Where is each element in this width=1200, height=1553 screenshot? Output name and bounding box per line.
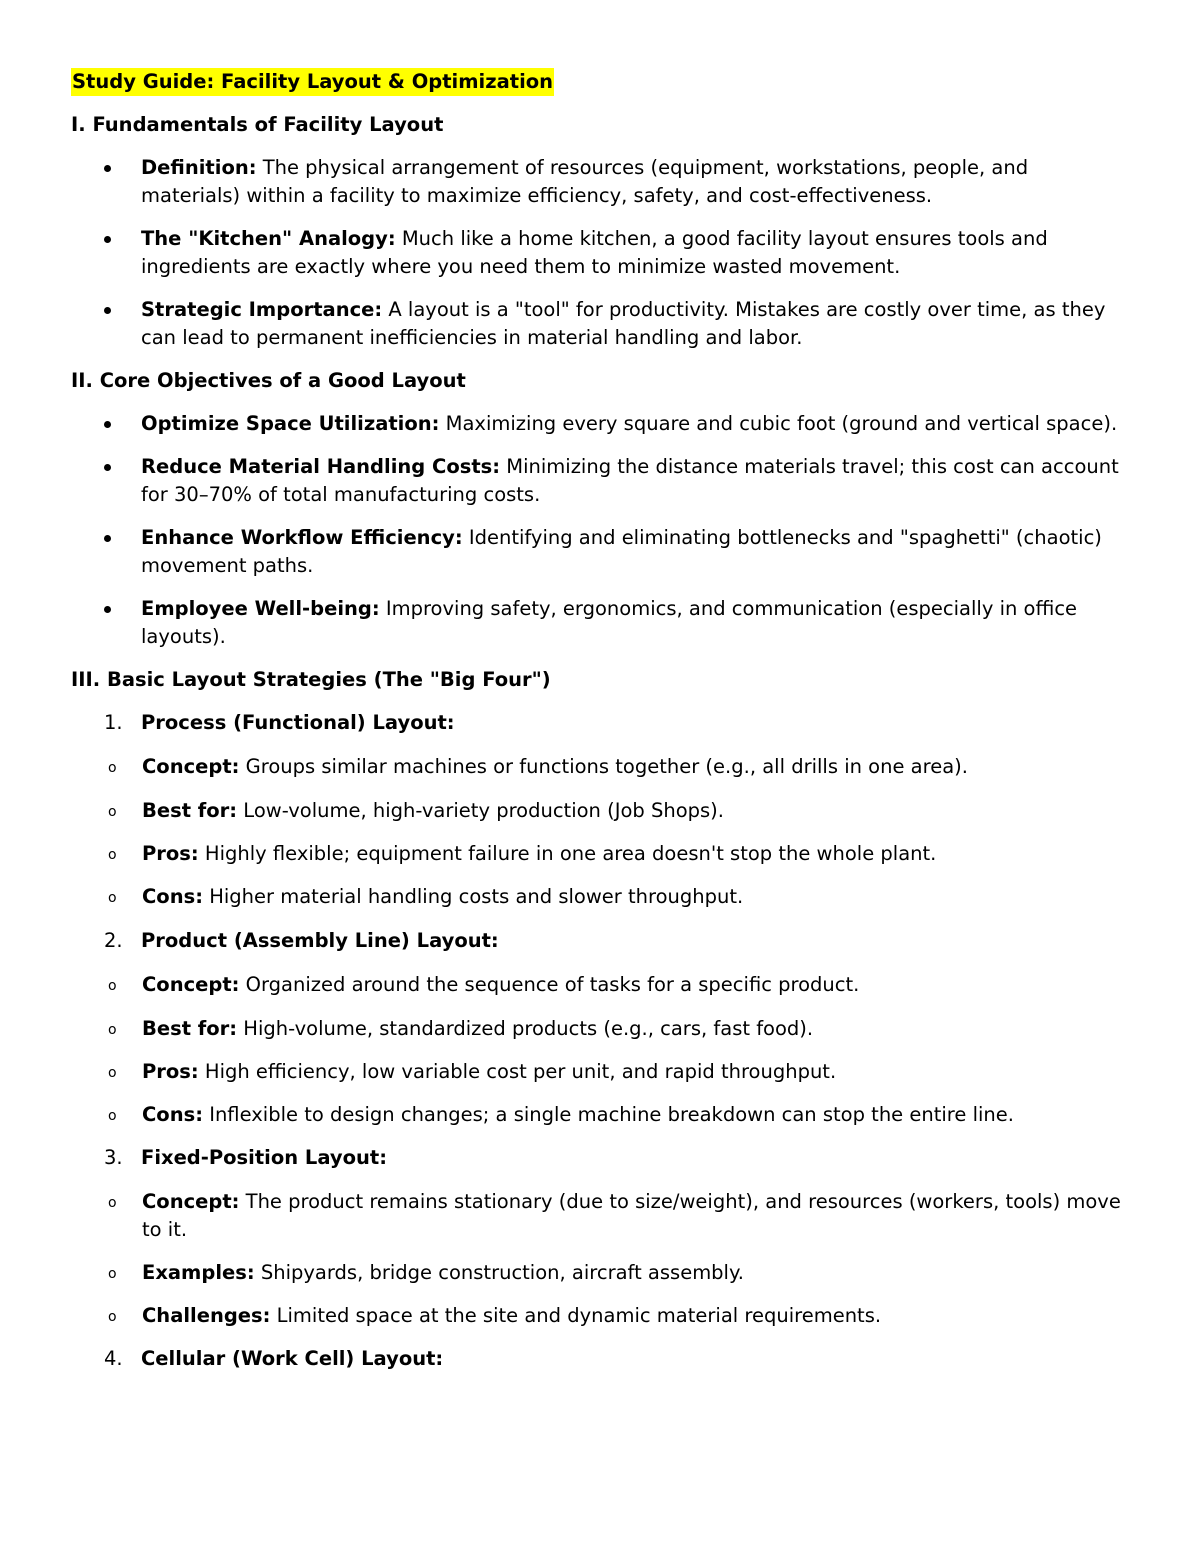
point-term: Challenges:	[142, 1304, 271, 1327]
item-text: Much like a home kitchen, a good facility layout ensures tools and ingredients are exactly where you need them to minimize wasted movement.	[141, 227, 1048, 278]
item-term: Enhance Workflow Efficiency:	[141, 526, 463, 549]
list-item	[71, 410, 1131, 438]
item-text: Improving safety, ergonomics, and communication (especially in office layouts).	[141, 597, 1078, 648]
list-item	[71, 883, 1131, 911]
item-term: Optimize Space Utilization:	[141, 412, 440, 435]
point-term: Cons:	[142, 1103, 203, 1126]
list-item	[71, 296, 1131, 352]
title-row	[71, 68, 1131, 96]
list-item	[71, 971, 1131, 999]
bullet-icon	[104, 236, 111, 243]
list-item	[71, 1188, 1131, 1244]
sub-bullet-icon: o	[108, 1309, 117, 1325]
strategy-name: Cellular (Work Cell) Layout:	[141, 1347, 444, 1370]
sub-bullet-icon: o	[108, 1266, 117, 1282]
point-term: Cons:	[142, 885, 203, 908]
sub-bullet-icon: o	[108, 760, 117, 776]
bullet-icon	[104, 535, 111, 542]
item-term: Reduce Material Handling Costs:	[141, 455, 501, 478]
point-text: High-volume, standardized products (e.g., cars, fast food).	[237, 1017, 814, 1040]
sub-bullet-icon: o	[108, 1022, 117, 1038]
section-heading-core-objectives: II. Core Objectives of a Good Layout	[71, 369, 466, 392]
strategy-number: 1.	[104, 711, 123, 734]
document-page	[71, 68, 1131, 1373]
point-text: Higher material handling costs and slower throughput.	[203, 885, 744, 908]
item-text: Minimizing the distance materials travel; this cost can account for 30–70% of total manufacturing costs.	[141, 455, 1119, 506]
list-item	[71, 524, 1131, 580]
bullet-icon	[104, 307, 111, 314]
list-item	[71, 1015, 1131, 1043]
sub-bullet-icon: o	[108, 1065, 117, 1081]
point-term: Concept:	[142, 973, 240, 996]
bullet-icon	[104, 165, 111, 172]
sub-bullet-icon: o	[108, 847, 117, 863]
document-title: Study Guide: Facility Layout & Optimization	[71, 68, 554, 96]
point-term: Concept:	[142, 755, 240, 778]
list-item	[71, 595, 1131, 651]
item-term: The "Kitchen" Analogy:	[141, 227, 396, 250]
list-item	[71, 225, 1131, 281]
list-item	[71, 753, 1131, 781]
sub-bullet-icon: o	[108, 1195, 117, 1211]
item-text: A layout is a "tool" for productivity. Mistakes are costly over time, as they can lead to permanent inefficiencies in material handling and labor.	[141, 298, 1106, 349]
strategy-points	[71, 753, 1131, 911]
sub-bullet-icon: o	[108, 804, 117, 820]
point-term: Concept:	[142, 1190, 240, 1213]
point-text: Groups similar machines or functions together (e.g., all drills in one area).	[239, 755, 968, 778]
item-text: Identifying and eliminating bottlenecks and "spaghetti" (chaotic) movement paths.	[141, 526, 1102, 577]
strategy-product	[71, 927, 1131, 1129]
point-text: Highly flexible; equipment failure in one area doesn't stop the whole plant.	[198, 842, 937, 865]
strategy-process	[71, 709, 1131, 911]
point-term: Examples:	[142, 1261, 255, 1284]
item-text: The physical arrangement of resources (equipment, workstations, people, and materials) within a facility to maximize efficiency, safety, and cost-effectiveness.	[141, 156, 1029, 207]
strategy-name: Fixed-Position Layout:	[141, 1146, 388, 1169]
point-term: Pros:	[142, 1060, 199, 1083]
list-item	[71, 154, 1131, 210]
strategy-number: 4.	[104, 1347, 123, 1370]
list-item	[71, 1058, 1131, 1086]
strategy-number: 2.	[104, 929, 123, 952]
strategy-cellular	[71, 1345, 1131, 1373]
strategy-points	[71, 971, 1131, 1129]
list-item	[71, 840, 1131, 868]
strategy-name: Product (Assembly Line) Layout:	[141, 929, 499, 952]
point-text: Organized around the sequence of tasks for a specific product.	[239, 973, 860, 996]
section-heading-fundamentals: I. Fundamentals of Facility Layout	[71, 113, 444, 136]
point-text: Inflexible to design changes; a single machine breakdown can stop the entire line.	[203, 1103, 1014, 1126]
fundamentals-list	[71, 154, 1131, 352]
item-term: Strategic Importance:	[141, 298, 383, 321]
strategy-number: 3.	[104, 1146, 123, 1169]
sub-bullet-icon: o	[108, 1108, 117, 1124]
item-term: Employee Well-being:	[141, 597, 380, 620]
bullet-icon	[104, 464, 111, 471]
list-item	[71, 797, 1131, 825]
point-text: Shipyards, bridge construction, aircraft assembly.	[254, 1261, 744, 1284]
section-heading-layout-strategies: III. Basic Layout Strategies (The "Big Four")	[71, 668, 551, 691]
sub-bullet-icon: o	[108, 890, 117, 906]
item-text: Maximizing every square and cubic foot (ground and vertical space).	[439, 412, 1118, 435]
point-term: Pros:	[142, 842, 199, 865]
point-text: High efficiency, low variable cost per unit, and rapid throughput.	[198, 1060, 837, 1083]
list-item	[71, 1101, 1131, 1129]
point-text: The product remains stationary (due to size/weight), and resources (workers, tools) move to it.	[142, 1190, 1121, 1241]
strategy-fixed-position	[71, 1144, 1131, 1330]
strategy-points	[71, 1188, 1131, 1330]
strategy-name: Process (Functional) Layout:	[141, 711, 455, 734]
point-text: Limited space at the site and dynamic material requirements.	[270, 1304, 882, 1327]
bullet-icon	[104, 606, 111, 613]
sub-bullet-icon: o	[108, 978, 117, 994]
strategies-list	[71, 709, 1131, 1373]
list-item	[71, 1302, 1131, 1330]
bullet-icon	[104, 421, 111, 428]
item-term: Definition:	[141, 156, 257, 179]
point-text: Low-volume, high-variety production (Job Shops).	[237, 799, 724, 822]
list-item	[71, 1259, 1131, 1287]
objectives-list	[71, 410, 1131, 651]
point-term: Best for:	[142, 1017, 238, 1040]
list-item	[71, 453, 1131, 509]
point-term: Best for:	[142, 799, 238, 822]
